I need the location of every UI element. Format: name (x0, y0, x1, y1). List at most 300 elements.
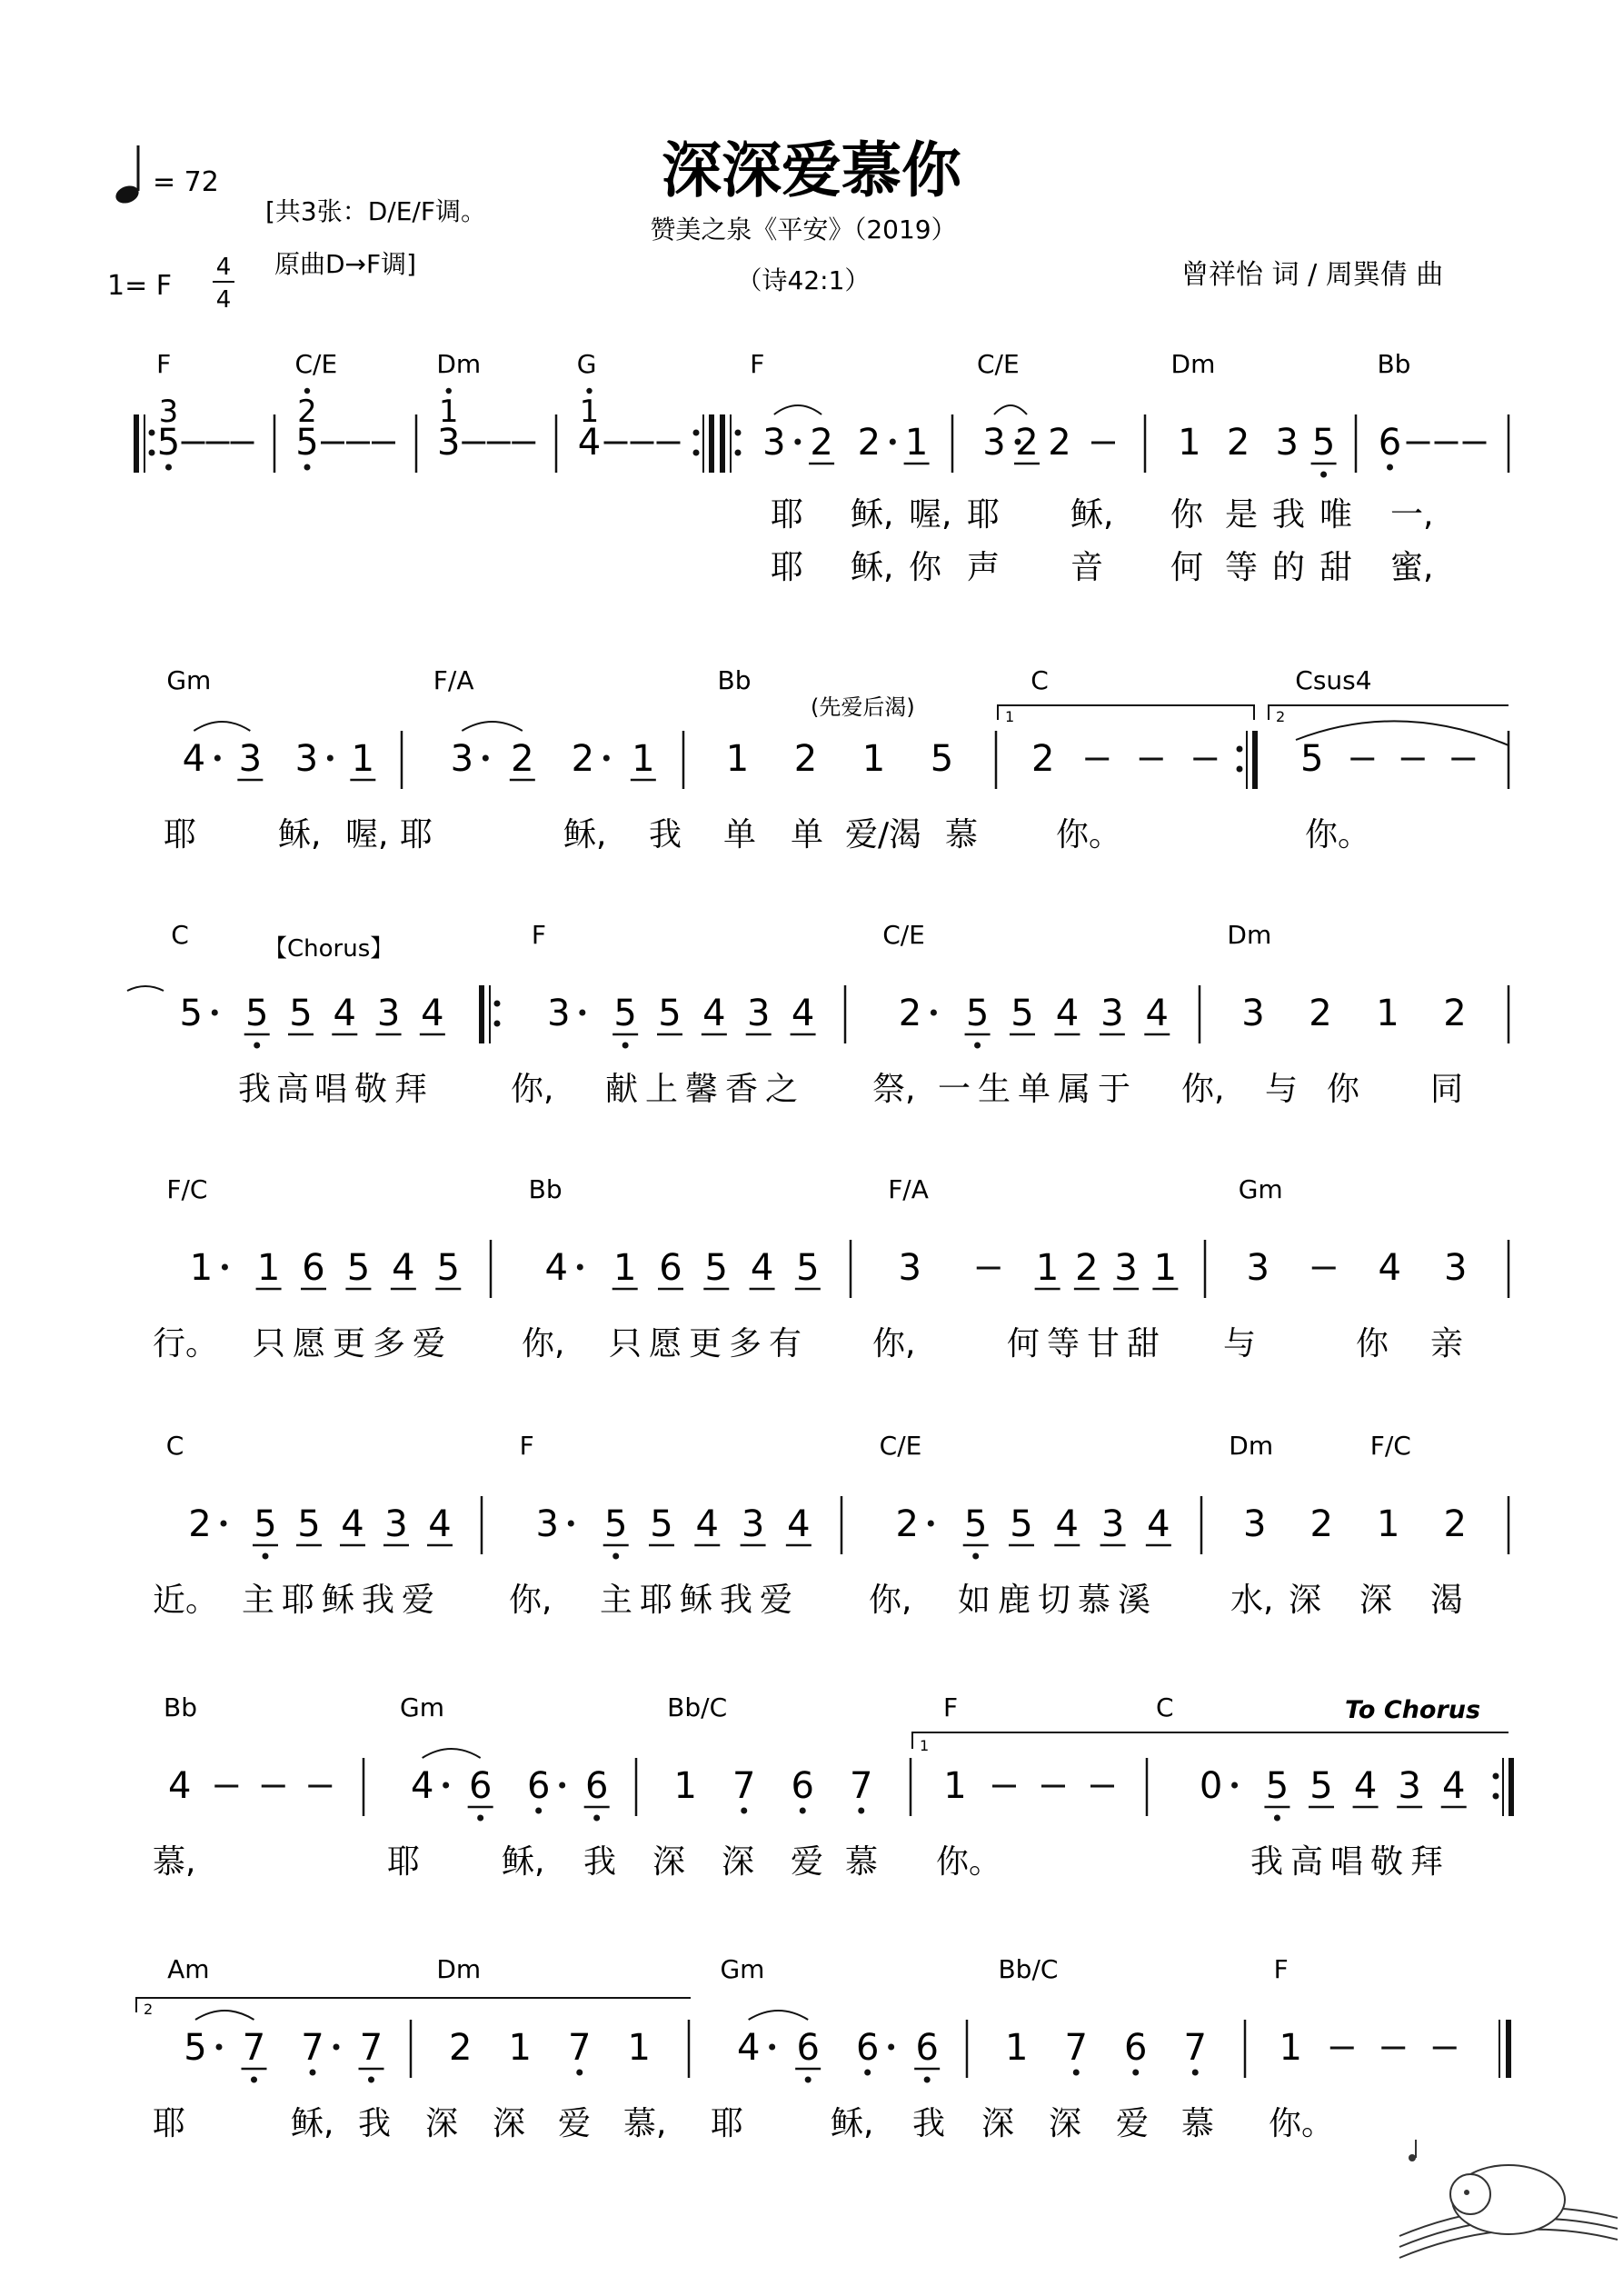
note: 6 (302, 1247, 325, 1289)
lyric-char: 水, (1230, 1582, 1274, 1619)
octave-down-dot (1132, 2070, 1139, 2076)
chord-symbol: F (943, 1692, 959, 1722)
chord-symbol: Am (167, 1954, 210, 1984)
lyric-char: 深 (1049, 2105, 1082, 2142)
note: 1 (943, 1765, 967, 1807)
note: 5 (184, 2027, 207, 2069)
lyric-char: 单 (723, 816, 757, 854)
quarter-note-icon (114, 145, 142, 206)
note: 3 (982, 422, 1006, 464)
chord-symbol: C/E (882, 920, 925, 950)
note: 2 (810, 422, 833, 464)
measure (667, 1692, 872, 1814)
lyric-char: 高 (276, 1071, 310, 1108)
octave-down-dot (535, 1808, 542, 1814)
key-signature: 1= F (107, 270, 173, 302)
augmentation-dot (222, 1264, 228, 1271)
lyric-char: 你, (511, 1071, 554, 1108)
augmentation-dot (559, 1782, 565, 1789)
lyric-char: 属 (1058, 1071, 1091, 1108)
lyric-char: 拜 (394, 1071, 428, 1108)
note: 2 (1309, 993, 1332, 1034)
lyric-char: 慕, (623, 2105, 667, 2142)
measure (166, 1431, 453, 1560)
key-note-line2: 原曲D→F调] (274, 249, 417, 279)
lyric-char: 蜜, (1390, 549, 1434, 586)
lyric-char: 喔, (909, 496, 952, 534)
lyric-char: 耶 (711, 2105, 744, 2142)
note: 7 (1183, 2027, 1207, 2069)
lyric-char: 与 (1265, 1071, 1299, 1108)
lyric-char: 深 (652, 1843, 686, 1881)
chord-symbol: Dm (1229, 1431, 1274, 1461)
lyric-char: 更 (333, 1325, 366, 1363)
barline (1499, 2020, 1508, 2078)
lyric-char: 只 (609, 1325, 642, 1363)
measure (156, 349, 254, 471)
note: 1 (627, 2027, 651, 2069)
note: 4 (1378, 1247, 1401, 1289)
lyric-char: 你 (1170, 496, 1204, 534)
note: 5 (295, 422, 319, 464)
measure (750, 349, 929, 464)
lyric-char: 一, (1390, 496, 1434, 534)
note: 7 (359, 2027, 383, 2069)
measure (998, 1954, 1206, 2076)
note: 3 (238, 738, 263, 780)
lyric-char: 爱 (413, 1325, 446, 1363)
augmentation-dot (579, 1010, 585, 1016)
lyric-char: 你 (909, 549, 942, 586)
augmentation-dot (1231, 1782, 1238, 1789)
lyric-char: 高 (1290, 1843, 1324, 1881)
note: 3 (1100, 1503, 1125, 1545)
note: 3 (1275, 422, 1299, 464)
note: 2 (1048, 422, 1071, 464)
note: 6 (915, 2027, 939, 2069)
note: 3 (437, 422, 461, 464)
lyric-char: 爱/渴 (845, 816, 922, 854)
system-7 (153, 1954, 1508, 2142)
lyric-char: 愿 (293, 1325, 326, 1363)
note: 2 (188, 1503, 212, 1545)
svg-text:1: 1 (1005, 708, 1015, 725)
note: 2 (898, 993, 922, 1034)
tie-slur (774, 405, 821, 414)
note: 5 (436, 1247, 461, 1289)
lyric-char: 慕 (1078, 1582, 1111, 1619)
note: 1 (1377, 1503, 1400, 1545)
lyric-line (771, 549, 1433, 586)
note: 4 (702, 993, 726, 1034)
lyric-char: 你。 (936, 1843, 1002, 1881)
note: 1 (1153, 1247, 1178, 1289)
note: 5 (1300, 738, 1324, 780)
lyric-char: 稣 (680, 1582, 713, 1619)
lyric-char: 慕 (1181, 2105, 1215, 2142)
note: 4 (392, 1247, 415, 1289)
lyric-char: 你, (869, 1582, 912, 1619)
octave-up-dot (586, 388, 592, 394)
tie-slur (1296, 721, 1508, 745)
lyric-char: 何 (1170, 549, 1204, 586)
measure (1031, 665, 1217, 780)
chord-symbol: C/E (976, 349, 1020, 379)
chord-symbol: Dm (1227, 920, 1272, 950)
note: 5 (297, 1503, 321, 1545)
chord-symbol: Bb (1377, 349, 1411, 379)
note: 7 (568, 2027, 592, 2069)
octave-down-dot (805, 2077, 812, 2083)
chord-symbol: Dm (1170, 349, 1216, 379)
lyric-char: 耶 (400, 816, 433, 854)
lyric-char: 慕 (845, 1843, 879, 1881)
note: 3 (1243, 1503, 1267, 1545)
lyric-char: 稣, (291, 2105, 334, 2142)
lyric-char: 耶 (771, 549, 804, 586)
volta-2-system2 (1269, 705, 1508, 725)
lyric-char: 稣, (851, 549, 894, 586)
chord-symbol: F (750, 349, 765, 379)
chord-symbol: F (531, 920, 546, 950)
lyric-char: 我 (583, 1843, 617, 1881)
lyric-char: 稣, (831, 2105, 874, 2142)
note: 1 (861, 738, 886, 780)
augmentation-dot (794, 439, 801, 445)
lyric-char: 主 (600, 1582, 633, 1619)
lyric-char: 稣, (851, 496, 894, 534)
lyric-char: 单 (791, 816, 824, 854)
lyric-char: 音 (1070, 549, 1104, 586)
lyric-char: 鹿 (998, 1582, 1031, 1619)
note: 4 (168, 1765, 192, 1807)
note: 4 (182, 738, 206, 780)
measure (1377, 349, 1486, 471)
note: 5 (963, 1503, 988, 1545)
lyric-line (771, 496, 1433, 534)
note: 1 (904, 422, 929, 464)
lyric-line (153, 1843, 1443, 1881)
octave-down-dot (368, 2077, 374, 2083)
measure (882, 920, 1170, 1049)
octave-down-dot (310, 2070, 316, 2076)
chord-symbol: F/A (888, 1174, 929, 1204)
lyric-char: 你 (1356, 1325, 1389, 1363)
barline (136, 414, 155, 473)
augmentation-dot (931, 1010, 937, 1016)
note: 2 (895, 1503, 920, 1545)
lyric-char: 你, (509, 1582, 553, 1619)
chorus-marker: 【Chorus】 (264, 935, 394, 963)
lyric-char: 耶 (640, 1582, 673, 1619)
chord-symbol: F (519, 1431, 534, 1461)
note: 1 (1035, 1247, 1060, 1289)
augmentation-dot (890, 439, 896, 445)
note: 5 (603, 1503, 628, 1545)
chord-symbol: F/A (433, 665, 474, 695)
lyric-char: 爱 (402, 1582, 435, 1619)
lyric-char: 祭, (872, 1071, 916, 1108)
lyric-char: 深 (981, 2105, 1015, 2142)
measure (1229, 1431, 1467, 1545)
octave-down-dot (864, 2070, 871, 2076)
chord-symbol: F/C (1369, 1431, 1411, 1461)
measure (166, 665, 375, 780)
key-note-line1: [共3张：D/E/F调。 (265, 196, 486, 226)
octave-down-dot (858, 1808, 864, 1814)
note: 4 (421, 993, 444, 1034)
note: 4 (428, 1503, 452, 1545)
chord-symbol: F/C (166, 1174, 208, 1204)
sheep-logo-icon (1399, 2140, 1618, 2258)
note: 5 (346, 1247, 371, 1289)
note: 1 (256, 1247, 281, 1289)
lyric-line (238, 1071, 1463, 1108)
chord-symbol: Bb/C (667, 1692, 728, 1722)
lyric-char: 如 (958, 1582, 991, 1619)
augmentation-dot (216, 2044, 223, 2051)
time-signature-top: 4 (215, 254, 232, 281)
octave-down-dot (254, 1043, 260, 1049)
measure (888, 1174, 1178, 1289)
chord-symbol: F (156, 349, 172, 379)
augmentation-dot (769, 2044, 775, 2051)
measure (520, 1431, 812, 1560)
chord-symbol: Bb (528, 1174, 563, 1204)
lyric-char: 溪 (1118, 1582, 1151, 1619)
volta-1-system2 (998, 705, 1254, 725)
note: 6 (791, 1765, 814, 1807)
lyric-char: 你。 (1305, 816, 1371, 854)
note: 6 (855, 2027, 880, 2069)
lyric-char: 献 (605, 1071, 639, 1108)
lyric-char: 爱 (1116, 2105, 1150, 2142)
note: 3 (376, 993, 401, 1034)
measure (977, 349, 1115, 464)
note: 7 (850, 1765, 873, 1807)
note: 5 (1011, 993, 1034, 1034)
lyric-char: 耶 (771, 496, 804, 534)
lyric-char: 耶 (153, 2105, 186, 2142)
octave-down-dot (622, 1043, 629, 1049)
note: 4 (791, 993, 815, 1034)
barline (693, 414, 712, 473)
measure (436, 1954, 651, 2076)
lyric-char: 唯 (1319, 496, 1353, 534)
note: 5 (650, 1503, 673, 1545)
augmentation-dot (334, 2044, 340, 2051)
album-info: 赞美之泉《平安》（2019） (650, 215, 957, 245)
note: 3 (1241, 993, 1265, 1034)
chord-symbol: C (165, 1431, 184, 1461)
octave-down-dot (924, 2077, 931, 2083)
lyric-char: 喔, (345, 816, 389, 854)
lyric-char: 爱 (760, 1582, 793, 1619)
note: 7 (732, 1765, 756, 1807)
tie-slur (423, 1749, 481, 1758)
note: 3 (384, 1503, 408, 1545)
note: 4 (410, 1765, 434, 1807)
note: 3 (741, 1503, 765, 1545)
lyric-line (153, 1325, 1463, 1363)
lyric-char: 耶 (967, 496, 1001, 534)
octave-down-dot (593, 1815, 600, 1822)
note: 3 (1100, 993, 1124, 1034)
lyric-char: 渴 (1430, 1582, 1464, 1619)
tie-slur (194, 722, 250, 731)
measure (167, 1954, 383, 2083)
measure (718, 665, 954, 780)
note: 4 (1441, 1765, 1466, 1807)
lyric-char: 你。 (1269, 2105, 1335, 2142)
note: 2 (857, 422, 881, 464)
lyric-char: 甜 (1127, 1325, 1160, 1363)
lyric-char: 稣 (322, 1582, 355, 1619)
lyric-char: 只 (253, 1325, 286, 1363)
lyric-char: 一 (938, 1071, 971, 1108)
octave-down-dot (612, 1553, 619, 1560)
lyric-line (153, 2105, 1334, 2142)
lyric-char: 稣, (1070, 496, 1114, 534)
note: 4 (1147, 1503, 1170, 1545)
note: 2 (449, 2027, 473, 2069)
note: 5 (1309, 1765, 1333, 1807)
barline (722, 414, 742, 473)
augmentation-dot (603, 755, 610, 762)
note: 7 (301, 2027, 324, 2069)
time-signature-bottom: 4 (215, 286, 232, 314)
measure (164, 1692, 332, 1807)
barline (1493, 1758, 1512, 1816)
lyric-char: 近。 (153, 1582, 219, 1619)
lyric-char: 慕 (945, 816, 979, 854)
chord-symbol: G (576, 349, 597, 379)
octave-down-dot (1320, 472, 1327, 478)
note: 6 (468, 1765, 493, 1807)
octave-down-dot (800, 1808, 806, 1814)
note: 1 (189, 1247, 214, 1289)
volta-1-system6 (912, 1732, 1508, 1754)
augmentation-dot (483, 755, 489, 762)
octave-down-dot (263, 1553, 269, 1560)
volta-2-system7 (136, 1998, 691, 2018)
lyric-char: 甜 (1319, 549, 1353, 586)
chord-symbol: Dm (436, 349, 482, 379)
lyric-char: 拜 (1410, 1843, 1444, 1881)
note: 4 (736, 2027, 761, 2069)
lyric-char: 多 (729, 1325, 762, 1363)
measure (1171, 349, 1337, 478)
note: 5 (1311, 422, 1336, 464)
lyric-char: 你。 (1056, 816, 1122, 854)
note: 3 (898, 1247, 921, 1289)
chord-symbol: Bb/C (998, 1954, 1059, 1984)
lyric-char: 愿 (649, 1325, 682, 1363)
lyric-char: 我 (358, 2105, 392, 2142)
lyric-char: 我 (720, 1582, 753, 1619)
chord-symbol: Dm (436, 1954, 482, 1984)
note: 6 (659, 1247, 682, 1289)
note: 5 (965, 993, 990, 1034)
note: 1 (508, 2027, 532, 2069)
chord-symbol: Gm (1238, 1174, 1283, 1204)
note: 6 (796, 2027, 820, 2069)
svg-text:2: 2 (144, 2001, 154, 2018)
lyric-char: 亲 (1430, 1325, 1464, 1363)
octave-down-dot (1073, 2070, 1080, 2076)
lyric-char: 我 (362, 1582, 395, 1619)
octave-up-dot (446, 388, 452, 394)
harmony-note: 1 (579, 394, 600, 430)
augmentation-dot (443, 1782, 449, 1789)
credits: 曾祥怡 词 / 周巽倩 曲 (1181, 259, 1444, 291)
lyric-char: 爱 (791, 1843, 824, 1881)
lyric-char: 稣, (502, 1843, 545, 1881)
lyric-char: 慕, (153, 1843, 196, 1881)
lyric-char: 主 (242, 1582, 275, 1619)
lyric-char: 有 (769, 1325, 802, 1363)
octave-down-dot (974, 1043, 981, 1049)
svg-text:2: 2 (1276, 708, 1286, 725)
note: 4 (695, 1503, 720, 1545)
octave-down-dot (304, 464, 311, 471)
harmony-note: 3 (158, 394, 179, 430)
lyric-char: 深 (1359, 1582, 1393, 1619)
note: 5 (179, 993, 204, 1034)
augmentation-dot (928, 1521, 934, 1527)
lyric-char: 生 (978, 1071, 1011, 1108)
lyric-hint: (先爱后渴) (811, 694, 915, 720)
note: 3 (1398, 1765, 1421, 1807)
lyric-char: 我 (912, 2105, 946, 2142)
lyric-char: 深 (425, 2105, 459, 2142)
note: 4 (1055, 993, 1080, 1034)
note: 5 (613, 993, 637, 1034)
note: 3 (1246, 1247, 1270, 1289)
measure (166, 1174, 461, 1289)
note: 4 (333, 993, 357, 1034)
tie-slur (749, 2011, 809, 2020)
note: 2 (1226, 422, 1250, 464)
augmentation-dot (577, 1264, 583, 1271)
song-title: 深深爱慕你 (662, 135, 961, 205)
system-6 (153, 1692, 1511, 1881)
lyric-char: 与 (1223, 1325, 1257, 1363)
note: 6 (1124, 2027, 1148, 2069)
note: 3 (746, 993, 771, 1034)
measure (720, 1954, 940, 2083)
note: 3 (547, 993, 571, 1034)
lyric-char: 你, (872, 1325, 916, 1363)
tie-slur (127, 986, 164, 991)
note: 5 (658, 993, 682, 1034)
tie-slur (195, 2011, 254, 2020)
lyric-char: 是 (1225, 496, 1259, 534)
barline (1237, 731, 1256, 789)
chord-symbol: C/E (294, 349, 338, 379)
note: 1 (612, 1247, 637, 1289)
lyric-char: 深 (493, 2105, 526, 2142)
measure (1295, 665, 1475, 780)
lyric-char: 我 (649, 816, 682, 854)
lyric-char: 等 (1225, 549, 1259, 586)
note: 4 (341, 1503, 364, 1545)
note: 5 (289, 993, 313, 1034)
chord-symbol: Bb (717, 665, 752, 695)
note: 2 (1443, 993, 1467, 1034)
note: 1 (725, 738, 750, 780)
augmentation-dot (888, 2044, 894, 2051)
